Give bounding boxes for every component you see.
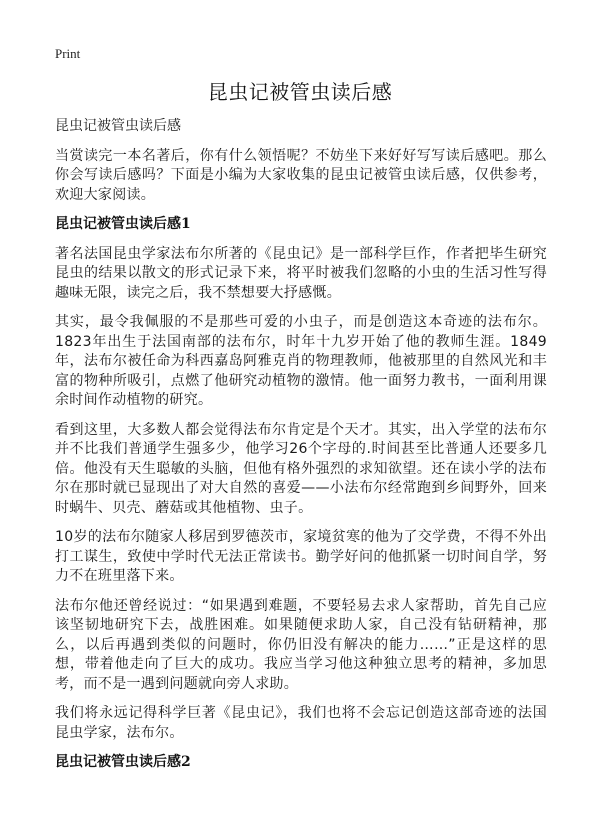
body-paragraph: 法布尔他还曾经说过：“如果遇到难题，不要轻易去求人家帮助，首先自己应该坚韧地研究下去，战胜困难。如果随便求助人家，自己没有钻研精神，那么，以后再遇到类似的问题时，你仍旧没有解决的能力……”正是这样的思想，带着他走向了巨大的成功。我应当学习他这种独立思考的精神，多加思考，而不是一遇到问题就向旁人求助。 <box>55 597 547 692</box>
section-heading: 昆虫记被管虫读后感2 <box>55 754 191 770</box>
intro-paragraph: 当赏读完一本名著后，你有什么领悟呢？不妨坐下来好好写写读后感吧。那么你会写读后感吗？下面是小编为大家收集的昆虫记被管虫读后感，仅供参考，欢迎大家阅读。 <box>55 147 547 203</box>
body-paragraph: 其实，最令我佩服的不是那些可爱的小虫子，而是创造这本奇迹的法布尔。1823年出生于法国南部的法布尔，时年十九岁开始了他的教师生涯。1849年，法布尔被任命为科西嘉岛阿雅克肖的物理教师，他被那里的自然风光和丰富的物种所吸引，点燃了他研究动植物的激情。他一面努力教书，一面利用课余时间作动植物的研究。 <box>55 314 547 408</box>
body-paragraph: 10岁的法布尔随家人移居到罗德茨市，家境贫寒的他为了交学费，不得不外出打工谋生，致使中学时代无法正常读书。勤学好问的他抓紧一切时间自学，努力不在班里落下来。 <box>55 529 547 584</box>
article-body <box>55 117 547 783</box>
section-1 <box>55 215 547 743</box>
body-paragraph: 看到这里，大多数人都会觉得法布尔肯定是个天才。其实，出入学堂的法布尔并不比我们普通学生强多少，他学习26个字母的.时间甚至比普通人还要多几倍。他没有天生聪敏的头脑，但他有格外强烈的求知欲望。还在读小学的法布尔在那时就已显现出了对大自然的喜爱——小法布尔经常跑到乡间野外，回来时蜗牛、贝壳、蘑菇或其他植物、虫子。 <box>55 421 547 516</box>
print-link[interactable]: Print <box>55 46 81 61</box>
body-paragraph: 著名法国昆虫学家法布尔所著的《昆虫记》是一部科学巨作，作者把毕生研究昆虫的结果以散文的形式记录下来，将平时被我们忽略的小虫的生活习性写得趣味无限，读完之后，我不禁想要大抒感慨。 <box>55 245 547 301</box>
page-title: 昆虫记被管虫读后感 <box>207 80 393 104</box>
body-paragraph: 我们将永远记得科学巨著《昆虫记》，我们也将不会忘记创造这部奇迹的法国昆虫学家，法布尔。 <box>55 705 547 741</box>
article-subtitle: 昆虫记被管虫读后感 <box>55 118 181 134</box>
section-heading: 昆虫记被管虫读后感1 <box>55 216 191 232</box>
section-2 <box>55 753 547 773</box>
